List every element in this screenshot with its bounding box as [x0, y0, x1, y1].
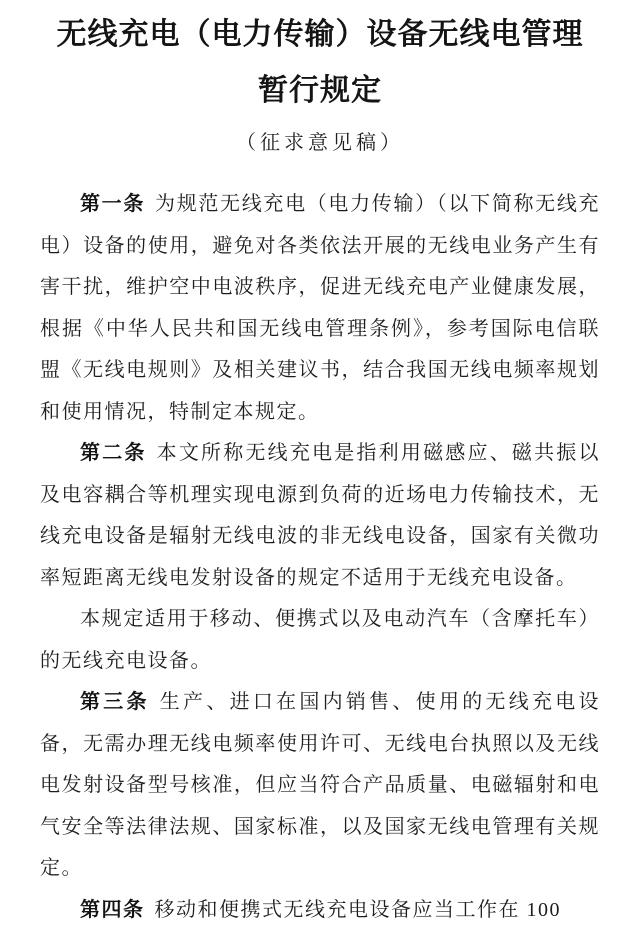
article-1-number-label: 第一条: [80, 193, 145, 215]
paragraph-article-4: [40, 890, 600, 931]
article-2-text: 本文所称无线充电是指利用磁感应、磁共振以及电容耦合等机理实现电源到负荷的近场电力传输技术，无线充电设备是辐射无线电波的非无线电设备，国家有关微功率短距离无线电发射设备的规定不适用于无线充电设备。: [40, 442, 600, 589]
paragraph-article-1: [40, 184, 600, 433]
document-title-line1: 无线充电（电力传输）设备无线电管理: [57, 18, 584, 51]
paragraph-article-2-scope: [40, 599, 600, 682]
document-title: [40, 16, 600, 110]
document-subtitle: （征求意见稿）: [40, 130, 600, 156]
article-2-number-label: 第二条: [80, 442, 147, 464]
article-3-number-label: 第三条: [80, 691, 150, 713]
document-title-line2: 暂行规定: [40, 72, 600, 110]
article-4-text: 移动和便携式无线充电设备应当工作在 100: [155, 899, 562, 921]
article-4-number-label: 第四条: [80, 899, 145, 921]
document-body: [40, 184, 600, 931]
article-3-text: 生产、进口在国内销售、使用的无线充电设备，无需办理无线电频率使用许可、无线电台执照以及无线电发射设备型号核准，但应当符合产品质量、电磁辐射和电气安全等法律法规、国家标准，以及国家无线电管理有关规定。: [40, 691, 600, 879]
article-2-scope-text: 本规定适用于移动、便携式以及电动汽车（含摩托车）的无线充电设备。: [40, 608, 600, 672]
article-1-text: 为规范无线充电（电力传输）（以下简称无线充电）设备的使用，避免对各类依法开展的无线电业务产生有害干扰，维护空中电波秩序，促进无线充电产业健康发展，根据《中华人民共和国无线电管理条例》，参考国际电信联盟《无线电规则》及相关建议书，结合我国无线电频率规划和使用情况，特制定本规定。: [40, 193, 600, 423]
paragraph-article-2: [40, 433, 600, 599]
paragraph-article-3: [40, 682, 600, 890]
